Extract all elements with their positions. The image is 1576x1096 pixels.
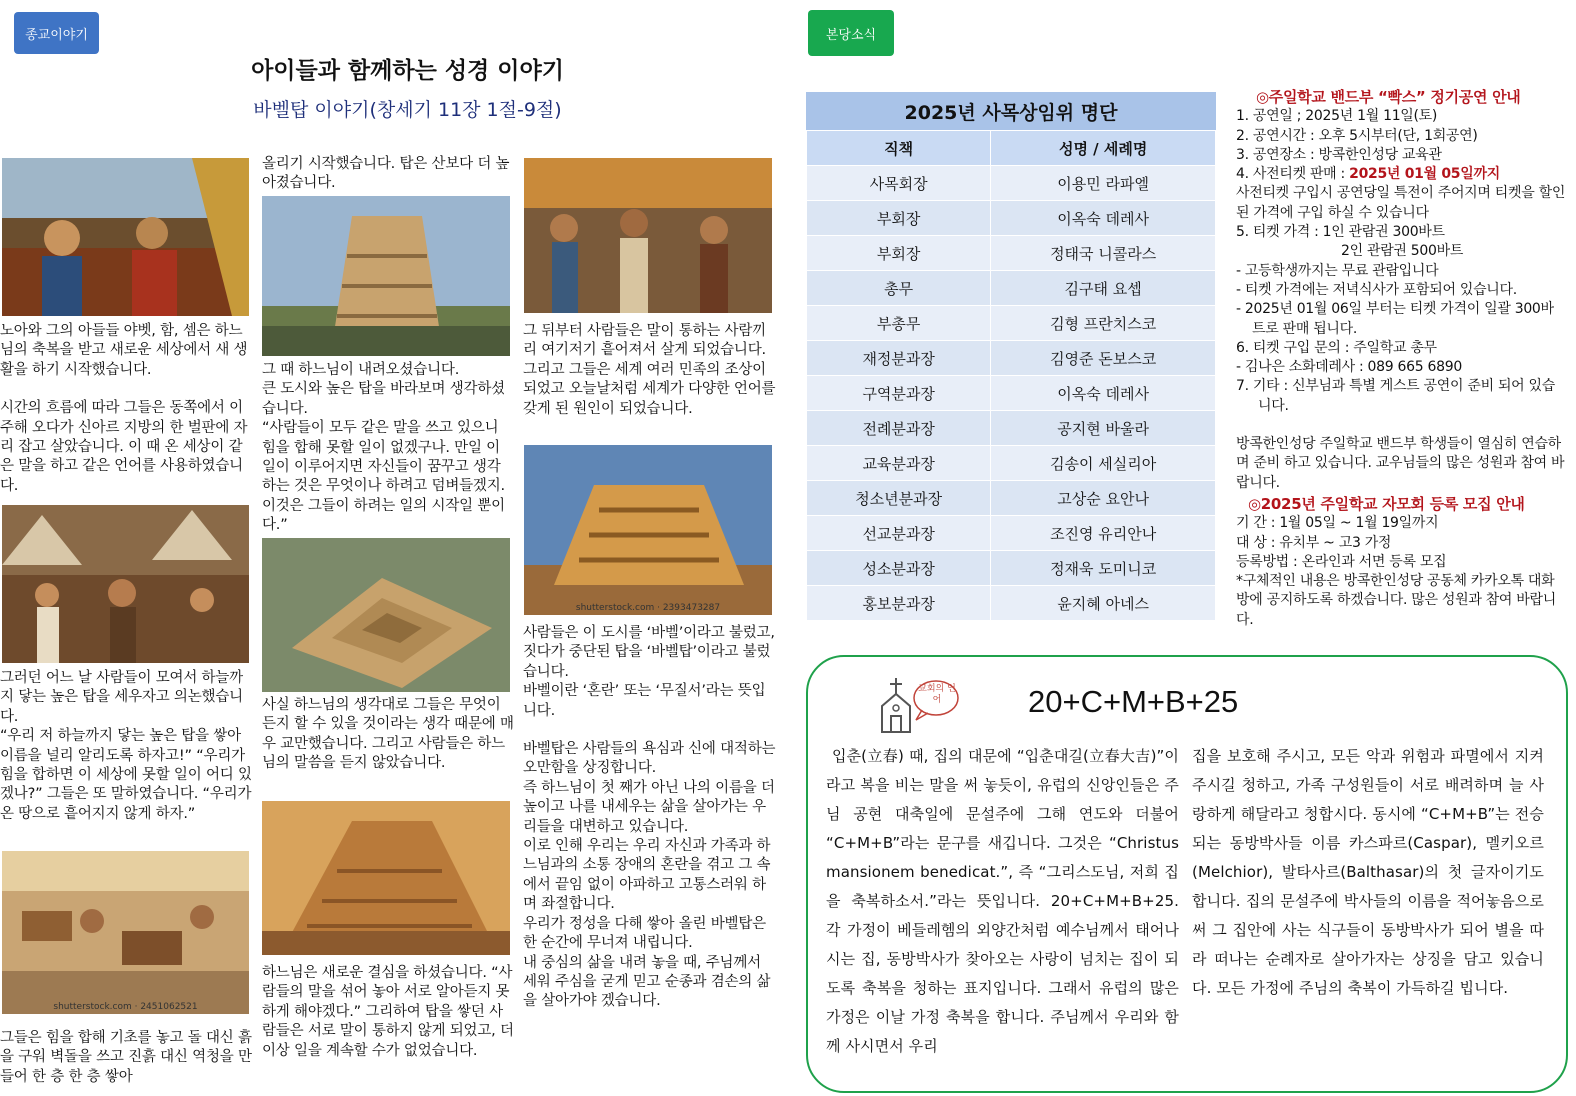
col2-paragraph: 올리기 시작했습니다. 탑은 산보다 더 높아졌습니다. <box>262 156 510 192</box>
table-row <box>807 586 1216 621</box>
illustration-brick-workers <box>2 851 249 1014</box>
role-cell: 구역분과장 <box>807 376 991 411</box>
column-header-name: 성명 / 세례명 <box>991 131 1216 166</box>
box-paragraph: 입춘(立春) 때, 집의 대문에 “입춘대길(立春大吉)”이라고 복을 비는 말을 써 놓듯이, 유럽의 신앙인들은 주님 공현 대축일에 문설주에 그해 연도와 더불어 “C+M+B”라는 문구를 새깁니다. 그것은 “Christus mansionem benedicat.”, 즉 “그리스도님, 저희 집을 축복하소서.”라는 뜻입니다. 20+C+M+B+25. 각 가정이 베들레헴의 외양간처럼 예수님께서 태어나시는 집, 동방박사가 찾아오는 사랑이 넘치는 집이 되도록 축복을 청하는 표지입니다. 그래서 유럽의 많은 가정은 이날 가정 축복을 합니다. 주님께서 우리와 함께 사시면서 우리 <box>826 747 1179 1055</box>
name-cell: 고상순 요안나 <box>991 481 1216 516</box>
box-paragraph: 집을 보호해 주시고, 모든 악과 위험과 파멸에서 지켜 주시길 청하고, 가족 구성원들이 서로 배려하며 늘 사랑하게 해달라고 청합시다. 동시에 “C+M+B”는 전승되는 동방박사들 이름 카스파르(Caspar), 멜키오르(Melchior), 발타사르(Balthasar)의 첫 글자이기도 합니다. 집의 문설주에 박사들의 이름을 적어놓음으로써 그 집안에 사는 식구들이 동방박사가 되어 별을 따라 떠나는 순례자로 살아가자는 상징을 담고 있습니다. 모든 가정에 주님의 축복이 가득하길 빕니다. <box>1192 747 1544 997</box>
col2-paragraph: “사람들이 모두 같은 말을 쓰고 있으니 힘을 합해 못할 일이 없겠구나. 만일 이 일이 이루어지면 자신들이 꿈꾸고 생각하는 것은 무엇이나 하려고 덤벼들겠지. 이것은 그들이 하려는 일의 시작일 뿐이다.” <box>262 420 505 534</box>
notice-item: 3. 공연장소 : 방콕한인성당 교육관 <box>1236 146 1442 163</box>
name-cell: 이용민 라파엘 <box>991 166 1216 201</box>
name-cell: 김구태 요셉 <box>991 271 1216 306</box>
table-row <box>807 201 1216 236</box>
table-row <box>807 481 1216 516</box>
table-row <box>807 166 1216 201</box>
col2-paragraph: 하느님은 새로운 결심을 하셨습니다. “사람들의 말을 섞어 놓아 서로 알아듣지 못하게 해야겠다.” 그리하여 탑을 쌓던 사람들은 서로 말이 통하지 않게 되었고, 더 이상 일을 계속할 수가 없었습니다. <box>262 965 514 1059</box>
col3-paragraph: 바벨이란 ‘혼란’ 또는 ‘무질서’라는 뜻입니다. <box>523 683 766 719</box>
table-row <box>807 516 1216 551</box>
col1-paragraph: 시간의 흐름에 따라 그들은 동쪽에서 이주해 오다가 신아르 지방의 한 벌판에 자리 잡고 살았습니다. 이 때 온 세상이 같은 말을 하고 같은 언어를 사용하였습니다. <box>0 400 248 494</box>
table-row <box>807 446 1216 481</box>
col3-paragraph: 즉 하느님이 첫 째가 아닌 나의 이름을 더 높이고 나를 내세우는 삶을 살아가는 우리들을 대변하고 있습니다. <box>523 779 775 835</box>
name-cell: 윤지혜 아네스 <box>991 586 1216 621</box>
notice-item: 6. 티켓 구입 문의 : 주일학교 총무 <box>1236 339 1437 356</box>
illustration-babel-ziggurat <box>524 445 772 615</box>
notice-item: 7. 기타 : 신부님과 특별 게스트 공연이 준비 되어 있습니다. <box>1236 378 1556 414</box>
role-cell: 선교분과장 <box>807 516 991 551</box>
table-row <box>807 551 1216 586</box>
col1-paragraph: 그러던 어느 날 사람들이 모여서 하늘까지 닿는 높은 탑을 세우자고 의논했습니다. <box>0 670 243 725</box>
box-title: 20+C+M+B+25 <box>1028 684 1239 719</box>
col1-paragraph: 그들은 힘을 합해 기초를 놓고 돌 대신 흙을 구워 벽돌을 쓰고 진흙 대신 역청을 만들어 한 층 한 층 쌓아 <box>0 1030 252 1085</box>
name-cell: 정태국 니콜라스 <box>991 236 1216 271</box>
notice-item: 기 간 : 1월 05일 ~ 1월 19일까지 <box>1236 515 1439 532</box>
col2-paragraph: 큰 도시와 높은 탑을 바라보며 생각하셨습니다. <box>262 381 505 417</box>
col2-paragraph: 사실 하느님의 생각대로 그들은 무엇이든지 할 수 있을 것이라는 생각 때문에 매우 교만했습니다. 그리고 사람들은 하느님의 말씀을 듣지 않았습니다. <box>262 697 514 772</box>
box-column-left <box>826 742 1179 1061</box>
illustration-tower-builders <box>262 801 510 955</box>
notice-title-parents: ◎2025년 주일학교 자모회 등록 모집 안내 <box>1248 494 1525 513</box>
illustration-gathering <box>2 505 249 663</box>
notice-title-band: ◎주일학교 밴드부 “빡스” 정기공연 안내 <box>1256 88 1521 106</box>
name-cell: 정재욱 도미니코 <box>991 551 1216 586</box>
icon-caption: 교회의 언어 <box>918 684 956 705</box>
table-row <box>807 236 1216 271</box>
notice-item: - 고등학생까지는 무료 관람입니다 <box>1236 262 1439 279</box>
col2-paragraph: 그 때 하느님이 내려오셨습니다. <box>262 362 460 378</box>
name-cell: 김송이 세실리아 <box>991 446 1216 481</box>
notice-item <box>1236 165 1566 184</box>
name-cell: 이옥숙 데레사 <box>991 376 1216 411</box>
notice-item: 사전티켓 구입시 공연당일 특전이 주어지며 티켓을 할인된 가격에 구입 하실 수 있습니다 <box>1236 185 1566 221</box>
notice-item: 등록방법 : 온라인과 서면 등록 모집 <box>1236 553 1447 570</box>
name-cell: 공지현 바울라 <box>991 411 1216 446</box>
notice-item: 5. 티켓 가격 : 1인 관람권 300바트 <box>1236 224 1445 241</box>
role-cell: 성소분과장 <box>807 551 991 586</box>
role-cell: 총무 <box>807 271 991 306</box>
table-row <box>807 306 1216 341</box>
table-row <box>807 341 1216 376</box>
church-language-icon <box>874 676 964 734</box>
notice-item: - 티켓 가격에는 저녁식사가 포함되어 있습니다. <box>1236 281 1517 298</box>
name-cell: 김형 프란치스코 <box>991 306 1216 341</box>
column-header-role: 직책 <box>807 131 991 166</box>
notice-item: 1. 공연일 ; 2025년 1월 11일(토) <box>1236 108 1438 125</box>
page-subtitle: 바벨탑 이야기(창세기 11장 1절-9절) <box>253 99 562 121</box>
role-cell: 재정분과장 <box>807 341 991 376</box>
notice-item: 2. 공연시간 : 오후 5시부터(단, 1회공연) <box>1236 127 1478 144</box>
staff-table-title: 2025년 사목상임위 명단 <box>806 92 1216 130</box>
name-cell: 이옥숙 데레사 <box>991 201 1216 236</box>
role-cell: 사목회장 <box>807 166 991 201</box>
deadline-highlight: 2025년 01월 05일까지 <box>1349 166 1500 183</box>
role-cell: 부회장 <box>807 201 991 236</box>
notice-item: 2인 관람권 500바트 <box>1341 243 1464 260</box>
col3-paragraph: 우리가 정성을 다해 쌓아 올린 바벨탑은 한 순간에 무너져 내립니다. <box>523 915 766 952</box>
role-cell: 홍보분과장 <box>807 586 991 621</box>
role-cell: 부회장 <box>807 236 991 271</box>
illustration-ziggurat-model <box>262 538 510 692</box>
section-badge-parish-news: 본당소식 <box>808 10 894 56</box>
name-cell: 김영준 돈보스코 <box>991 341 1216 376</box>
notice-item-label: 4. 사전티켓 판매 : <box>1236 166 1350 183</box>
notice-item: - 김나은 소화데레사 : 089 665 6890 <box>1236 359 1462 376</box>
col1-paragraph: “우리 저 하늘까지 닿는 높은 탑을 쌓아 이름을 널리 알리도록 하자고!” “우리가 힘을 합하면 이 세상에 못할 일이 어디 있겠나?” 그들은 또 말하였습니다. “우리가 온 땅으로 흩어지지 않게 하자.” <box>0 728 252 822</box>
section-badge-religion: 종교이야기 <box>14 12 99 54</box>
role-cell: 부총무 <box>807 306 991 341</box>
role-cell: 청소년분과장 <box>807 481 991 516</box>
role-cell: 교육분과장 <box>807 446 991 481</box>
illustration-scattered-people <box>524 158 772 313</box>
table-row <box>807 411 1216 446</box>
notice-paragraph: 방콕한인성당 주일학교 밴드부 학생들이 열심히 연습하며 준비 하고 있습니다. 교우님들의 많은 성원과 참여 바랍니다. <box>1236 436 1565 491</box>
image-watermark: shutterstock.com · 2451062521 <box>53 1002 198 1012</box>
notice-item: 대 상 : 유치부 ~ 고3 가정 <box>1236 534 1392 551</box>
page-title: 아이들과 함께하는 성경 이야기 <box>251 58 564 84</box>
notices-column <box>1236 88 1566 630</box>
staff-table <box>806 92 1216 621</box>
col3-paragraph: 이로 인해 우리는 우리 자신과 가족과 하느님과의 소통 장애의 혼란을 겪고 그 속에서 끝임 없이 아파하고 고통스러워 하며 좌절합니다. <box>523 838 771 913</box>
notice-item: - 2025년 01월 06일 부터는 티켓 가격이 일괄 300바트로 판매 됩니다. <box>1236 301 1554 337</box>
col1-paragraph: 노아와 그의 아들들 야벳, 함, 셈은 하느님의 축복을 받고 새로운 세상에서 새 생활을 하기 시작했습니다. <box>0 323 248 378</box>
image-watermark: shutterstock.com · 2393473287 <box>575 603 721 613</box>
box-column-right <box>1192 742 1544 1003</box>
col3-paragraph: 그 뒤부터 사람들은 말이 통하는 사람끼리 여기저기 흩어져서 살게 되었습니다. 그리고 그들은 세계 여러 민족의 조상이 되었고 오늘날처럼 세계가 다양한 언어를 갖게 된 원인이 되었습니다. <box>523 323 776 417</box>
table-row <box>807 271 1216 306</box>
illustration-noah-family <box>2 158 249 316</box>
role-cell: 전례분과장 <box>807 411 991 446</box>
illustration-tower-painting <box>262 196 510 356</box>
col3-paragraph: 바벨탑은 사람들의 욕심과 신에 대적하는 오만함을 상징합니다. <box>523 741 776 777</box>
notice-item: *구체적인 내용은 방콕한인성당 공동체 카카오톡 대화방에 공지하도록 하겠습니다. 많은 성원과 참여 바랍니다. <box>1236 573 1556 628</box>
name-cell: 조진영 유리안나 <box>991 516 1216 551</box>
table-row <box>807 376 1216 411</box>
col3-paragraph: 사람들은 이 도시를 ‘바벨’이라고 불렀고, 짓다가 중단된 탑을 ‘바벨탑’이라고 불렀습니다. <box>523 625 775 680</box>
col3-paragraph: 내 중심의 삶을 내려 놓을 때, 주님께서 세워 주심을 굳게 믿고 순종과 겸손의 삶을 살아가야 겠습니다. <box>523 954 771 1010</box>
